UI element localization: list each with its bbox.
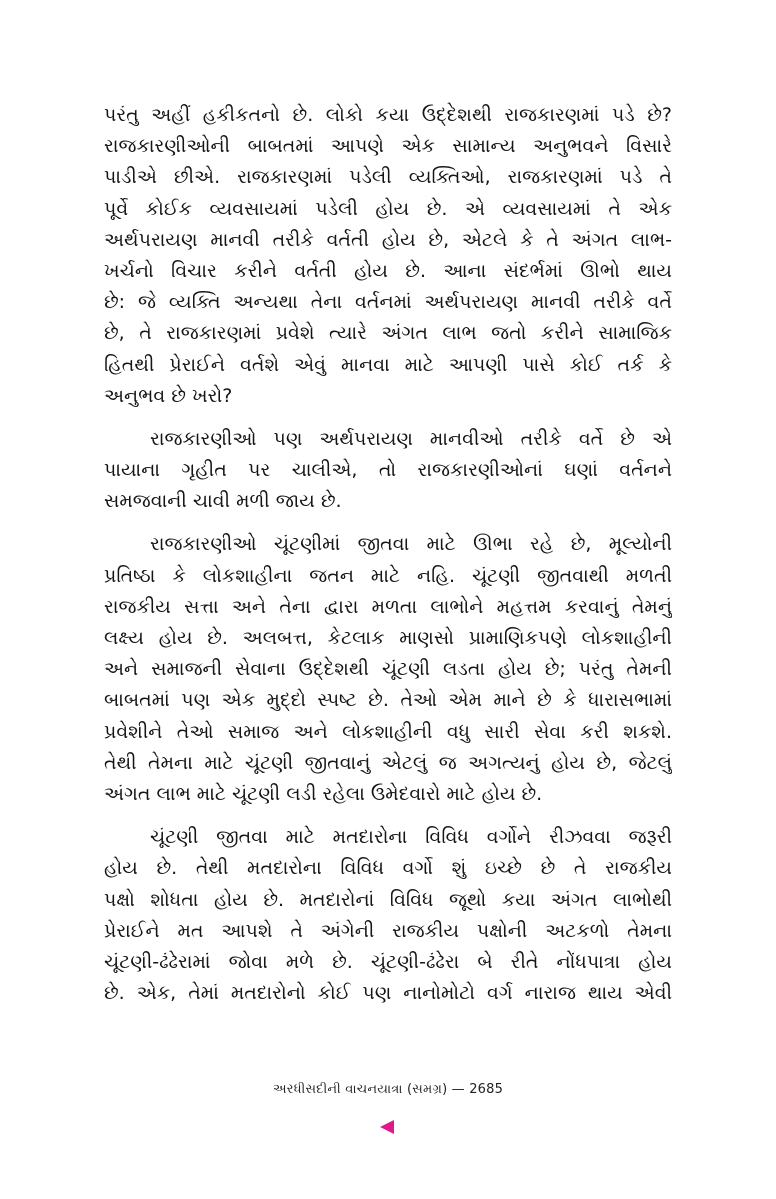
text-line: બાબતમાં પણ એક મુદ્દો સ્પષ્ટ છે. તેઓ એમ માને છે કે ધારાસભામાં (104, 689, 672, 712)
text-line: સમજવાની ચાવી મળી જાય છે. (104, 490, 342, 513)
text-line: છે. એક, તેમાં મતદારોનો કોઈ પણ નાનોમોટો વર્ગ નારાજ થાય એવી (104, 982, 672, 1005)
text-line: અનુભવ છે ખરો? (104, 384, 233, 407)
text-line: છે: જે વ્યક્તિ અન્યથા તેના વર્તનમાં અર્થપરાયણ માનવી તરીકે વર્તે (104, 291, 672, 314)
text-line: પરંતુ અહીં હકીકતનો છે. લોકો કયા ઉદ્દેશથી રાજકારણમાં પડે છે? (104, 104, 672, 126)
paragraph-1 (104, 100, 672, 412)
text-line: પ્રતિષ્ઠા કે લોકશાહીના જતન માટે નહિ. ચૂંટણી જીતવાથી મળતી (104, 564, 672, 587)
text-line: અંગત લાભ માટે ચૂંટણી લડી રહેલા ઉમેદવારો માટે હોય છે. (104, 782, 543, 805)
text-line: રાજકારણીઓની બાબતમાં આપણે એક સામાન્ય અનુભવને વિસારે (104, 135, 672, 158)
text-line: લક્ષ્ય હોય છે. અલબત્ત, કેટલાક માણસો પ્રામાણિકપણે લોકશાહીની (104, 627, 672, 649)
text-line: રાજકારણીઓ પણ અર્થપરાયણ માનવીઓ તરીકે વર્તે છે એ (150, 427, 672, 450)
text-line: ચૂંટણી જીતવા માટે મતદારોના વિવિધ વર્ગોને રીઝવવા જરૂરી (150, 826, 672, 849)
text-line: ખર્ચનો વિચાર કરીને વર્તતી હોય છે. આના સંદર્ભમાં ઊભો થાય (104, 259, 672, 282)
text-line: અને સમાજની સેવાના ઉદ્દેશથી ચૂંટણી લડતા હોય છે; પરંતુ તેમની (104, 658, 672, 681)
text-line: પ્રવેશીને તેઓ સમાજ અને લોકશાહીની વધુ સારી સેવા કરી શકશે. (104, 720, 672, 743)
text-line: છે, તે રાજકારણમાં પ્રવેશે ત્યારે અંગત લાભ જતો કરીને સામાજિક (104, 322, 672, 345)
text-line: પક્ષો શોધતા હોય છે. મતદારોનાં વિવિધ જૂથો કયા અંગત લાભોથી (104, 888, 672, 911)
paragraph-4 (104, 822, 672, 1009)
text-line: અર્થપરાયણ માનવી તરીકે વર્તતી હોય છે, એટલે કે તે અંગત લાભ- (104, 228, 672, 251)
text-line: પાયાના ગૃહીત પર ચાલીએ, તો રાજકારણીઓનાં ઘણાં વર્તનને (104, 459, 672, 482)
page-body (104, 100, 672, 1021)
paragraph-2 (104, 424, 672, 518)
paragraph-3 (104, 529, 672, 810)
text-line: તેથી તેમના માટે ચૂંટણી જીતવાનું એટલું જ અગત્યનું હોય છે, જેટલું (104, 751, 672, 774)
text-line: રાજકારણીઓ ચૂંટણીમાં જીતવા માટે ઊભા રહે છે, મૂલ્યોની (150, 533, 672, 556)
page-footer: અરધીસદીની વાચનયાત્રા (સમગ્ર) — 2685 (272, 1082, 504, 1097)
text-line: પ્રેરાઈને મત આપશે તે અંગેની રાજકીય પક્ષોની અટકળો તેમના (104, 919, 672, 942)
text-line: ચૂંટણી-ઢંઢેરામાં જોવા મળે છે. ચૂંટણી-ઢંઢેરા બે રીતે નોંધપાત્રા હોય (104, 950, 672, 973)
text-line: રાજકીય સત્તા અને તેના દ્વારા મળતા લાભોને મહત્તમ કરવાનું તેમનું (104, 595, 672, 618)
text-line: પૂર્વે કોઈક વ્યવસાયમાં પડેલી હોય છે. એ વ્યવસાયમાં તે એક (104, 197, 672, 220)
text-line: હિતથી પ્રેરાઈને વર્તશે એવું માનવા માટે આપણી પાસે કોઈ તર્ક કે (104, 353, 672, 376)
text-line: પાડીએ છીએ. રાજકારણમાં પડેલી વ્યક્તિઓ, રાજકારણમાં પડે તે (104, 166, 672, 189)
left-triangle-icon[interactable] (380, 1120, 394, 1134)
text-line: હોય છે. તેથી મતદારોના વિવિધ વર્ગો શું ઇચ્છે છે તે રાજકીય (104, 857, 672, 880)
